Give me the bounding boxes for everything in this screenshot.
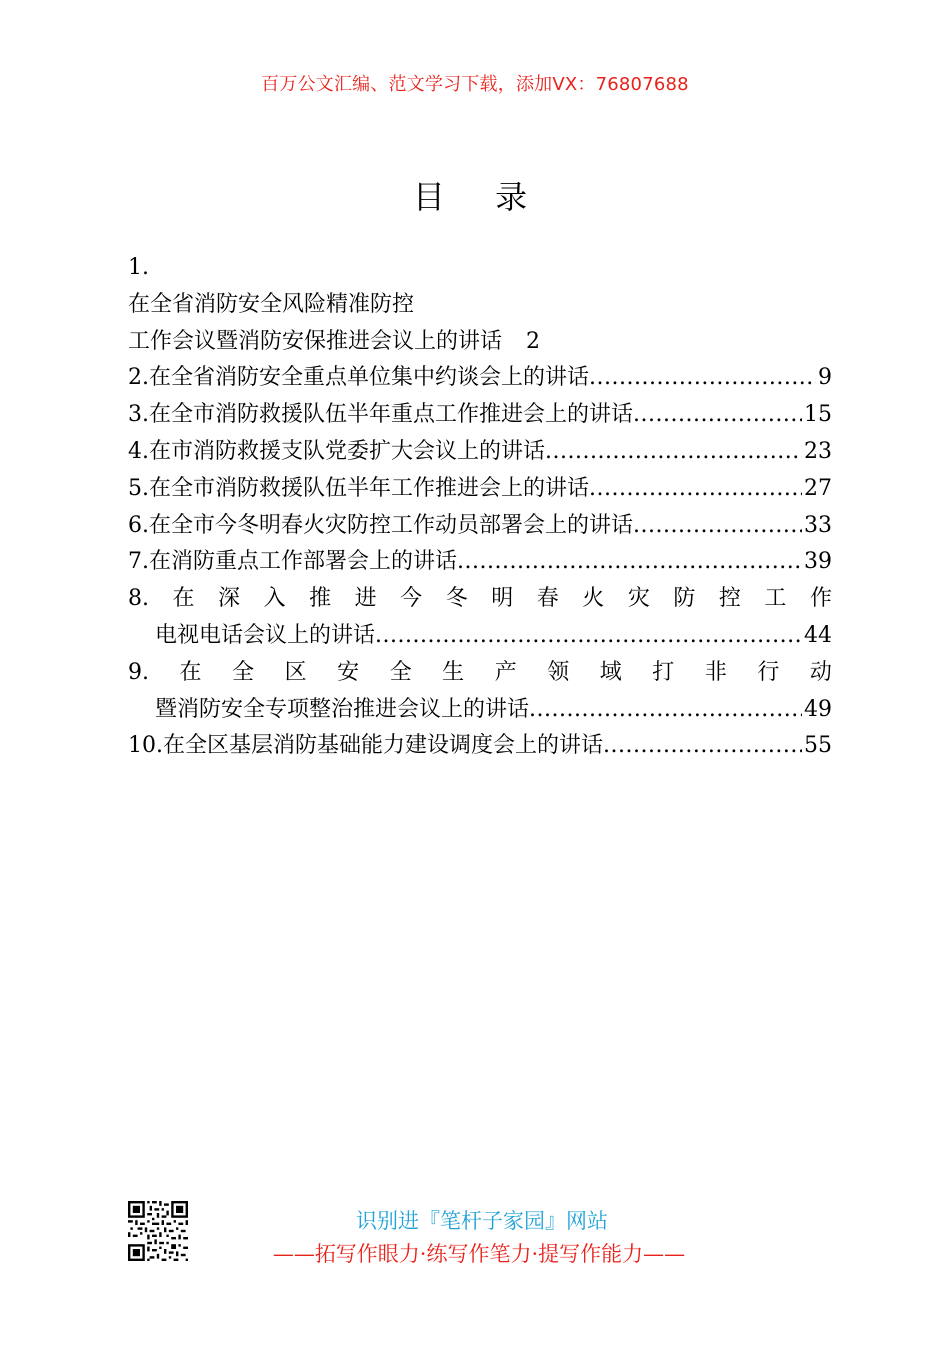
toc-char: 产 [494, 659, 517, 685]
toc-entry-1-line1[interactable]: 在全省消防安全风险精准防控 [128, 291, 415, 317]
toc-leader [589, 360, 816, 397]
toc-entry-1-page: 2 [526, 328, 541, 354]
toc-char: 控 [718, 586, 741, 612]
toc-char: 明 [491, 586, 514, 612]
toc-entry-2-page: 9 [818, 365, 832, 391]
toc-char: 冬 [445, 586, 468, 612]
toc-char: 在 [179, 659, 202, 685]
toc-entry-6-page: 33 [804, 512, 832, 538]
toc-char: 领 [547, 659, 570, 685]
toc-entry-10-page: 55 [804, 733, 832, 759]
toc-entry-3-page: 15 [804, 402, 832, 428]
toc-entry-1-line2[interactable] [128, 324, 832, 361]
toc-entry-5-page: 27 [804, 475, 832, 501]
toc-char: 春 [536, 586, 559, 612]
toc-leader [633, 397, 802, 434]
toc-entry-8-line2[interactable] [128, 618, 832, 655]
toc-entry-5-text: 5.在全市消防救援队伍半年工作推进会上的讲话 [128, 475, 589, 501]
toc-entry-1-text: 工作会议暨消防安保推进会议上的讲话 [128, 328, 503, 354]
footer-slogan-line: ——拓写作眼力·练写作笔力·提写作能力—— [272, 1242, 686, 1266]
toc-entry-8-line1[interactable] [128, 581, 832, 618]
toc-entry-4-text: 4.在市消防救援支队党委扩大会议上的讲话 [128, 438, 545, 464]
toc-leader [633, 508, 802, 545]
toc-char: 深 [218, 586, 241, 612]
toc-entry-6[interactable] [128, 508, 832, 545]
toc-entry-7-text: 7.在消防重点工作部署会上的讲话 [128, 549, 457, 575]
toc-char: 全 [232, 659, 255, 685]
toc-entry-10[interactable] [128, 728, 832, 765]
toc-char: 域 [599, 659, 622, 685]
toc-char: 全 [389, 659, 412, 685]
toc-leader [603, 728, 802, 765]
toc-leader [457, 544, 802, 581]
footer-site-line: 识别进『笔杆子家园』网站 [356, 1209, 608, 1233]
toc-leader [375, 618, 802, 655]
toc-entry-5[interactable] [128, 471, 832, 508]
toc-char: 推 [309, 586, 332, 612]
toc-entry-6-text: 6.在全市今冬明春火灾防控工作动员部署会上的讲话 [128, 512, 633, 538]
header-banner: 百万公文汇编、范文学习下载，添加VX：76807688 [261, 74, 689, 95]
toc-char: 安 [337, 659, 360, 685]
toc-char: 8. [128, 586, 149, 612]
toc-char: 9. [128, 659, 149, 685]
toc-char: 火 [582, 586, 605, 612]
toc-leader [589, 471, 802, 508]
toc-entry-8-page: 44 [804, 622, 832, 648]
toc-char: 行 [757, 659, 780, 685]
table-of-contents [128, 250, 832, 765]
toc-entry-3-text: 3.在全市消防救援队伍半年重点工作推进会上的讲话 [128, 402, 633, 428]
toc-char: 生 [442, 659, 465, 685]
toc-entry-9-text: 暨消防安全专项整治推进会议上的讲话 [155, 696, 530, 722]
toc-entry-7-page: 39 [804, 549, 832, 575]
toc-char: 非 [704, 659, 727, 685]
toc-char: 动 [809, 659, 832, 685]
page-title: 目 录 [412, 178, 548, 216]
toc-entry-9-line2[interactable] [128, 692, 832, 729]
toc-char: 区 [284, 659, 307, 685]
toc-entry-8-text: 电视电话会议上的讲话 [155, 622, 376, 648]
toc-entry-10-text: 10.在全区基层消防基础能力建设调度会上的讲话 [128, 733, 603, 759]
toc-char: 打 [652, 659, 675, 685]
toc-leader [529, 692, 802, 729]
toc-char: 防 [673, 586, 696, 612]
toc-entry-3[interactable] [128, 397, 832, 434]
toc-entry-9-page: 49 [804, 696, 832, 722]
toc-char: 灾 [627, 586, 650, 612]
toc-entry-4[interactable] [128, 434, 832, 471]
toc-char: 进 [354, 586, 377, 612]
toc-char: 入 [263, 586, 286, 612]
toc-char: 工 [764, 586, 787, 612]
toc-entry-9-line1[interactable] [128, 655, 832, 692]
toc-char: 作 [809, 586, 832, 612]
toc-entry-2-text: 2.在全省消防安全重点单位集中约谈会上的讲话 [128, 365, 589, 391]
toc-entry-4-page: 23 [804, 438, 832, 464]
toc-entry-2[interactable] [128, 360, 832, 397]
toc-leader [545, 434, 802, 471]
toc-entry-7[interactable] [128, 544, 832, 581]
toc-char: 今 [400, 586, 423, 612]
toc-char: 在 [172, 586, 195, 612]
toc-entry-1-number[interactable]: 1. [128, 255, 149, 280]
